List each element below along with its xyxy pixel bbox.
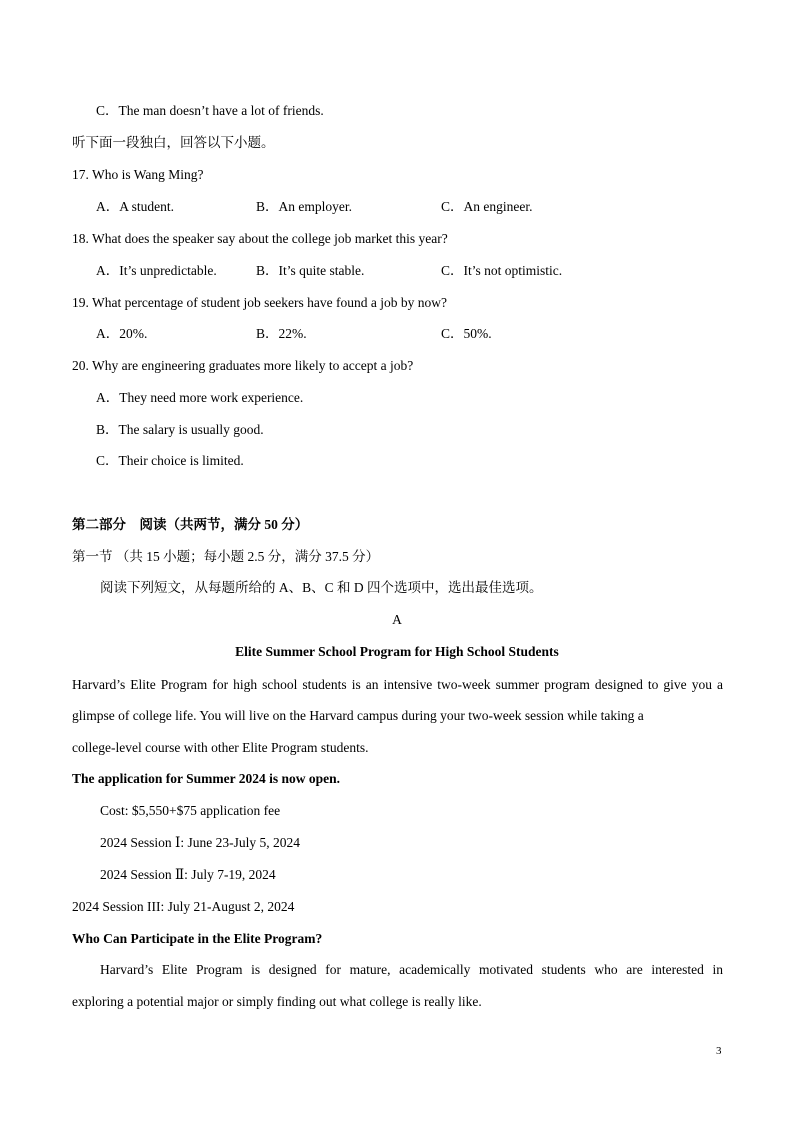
q20-option-a: A．They need more work experience.	[96, 390, 304, 405]
q16-option-c: C．The man doesn’t have a lot of friends.	[96, 103, 324, 118]
participate-line-2: exploring a potential major or simply finding out what college is really like.	[72, 994, 482, 1009]
q17-option-a: A．A student.	[96, 199, 175, 214]
q17-option-c: C．An engineer.	[441, 199, 533, 214]
q18-option-a: A．It’s unpredictable.	[96, 263, 217, 278]
question-20: 20. Why are engineering graduates more likely to accept a job?	[72, 358, 414, 373]
question-18: 18. What does the speaker say about the college job market this year?	[72, 231, 448, 246]
question-19: 19. What percentage of student job seekers have found a job by now?	[72, 295, 448, 310]
intro-line-1: Harvard’s Elite Program for high school students is an intensive two-week summer program designed to give you a	[72, 677, 723, 692]
participate-line-1: Harvard’s Elite Program is designed for mature, academically motivated students who are interested in	[100, 962, 723, 977]
q18-option-c: C．It’s not optimistic.	[441, 263, 563, 278]
intro-line-2: glimpse of college life. You will live on the Harvard campus during your two-week session while taking a	[72, 708, 644, 723]
passage-title: Elite Summer School Program for High School Students	[235, 644, 559, 659]
section-one-title: 第一节 （共 15 小题；每小题 2.5 分，满分 37.5 分）	[72, 549, 380, 564]
q20-option-b: B．The salary is usually good.	[96, 422, 264, 437]
q19-option-c: C．50%.	[441, 326, 492, 341]
question-17: 17. Who is Wang Ming?	[72, 167, 204, 182]
q19-option-a: A．20%.	[96, 326, 148, 341]
cost-line: Cost: $5,550+$75 application fee	[100, 803, 281, 818]
reading-instructions: 阅读下列短文，从每题所给的 A、B、C 和 D 四个选项中，选出最佳选项。	[100, 580, 543, 595]
q18-option-b: B．It’s quite stable.	[256, 263, 365, 278]
page-number: 3	[716, 1045, 722, 1057]
q19-option-b: B．22%.	[256, 326, 307, 341]
intro-line-3: college-level course with other Elite Program students.	[72, 740, 369, 755]
passage-label: A	[392, 612, 402, 627]
session-2: 2024 Session Ⅱ: July 7-19, 2024	[100, 867, 276, 882]
session-3: 2024 Session III: July 21-August 2, 2024	[72, 899, 295, 914]
q17-option-b: B．An employer.	[256, 199, 352, 214]
monologue-intro: 听下面一段独白，回答以下小题。	[72, 135, 275, 150]
participate-heading: Who Can Participate in the Elite Program?	[72, 931, 323, 946]
application-heading: The application for Summer 2024 is now open.	[72, 771, 341, 786]
q20-option-c: C．Their choice is limited.	[96, 453, 244, 468]
part-two-title: 第二部分 阅读（共两节，满分 50 分）	[72, 517, 309, 532]
session-1: 2024 Session Ⅰ: June 23-July 5, 2024	[100, 835, 300, 850]
